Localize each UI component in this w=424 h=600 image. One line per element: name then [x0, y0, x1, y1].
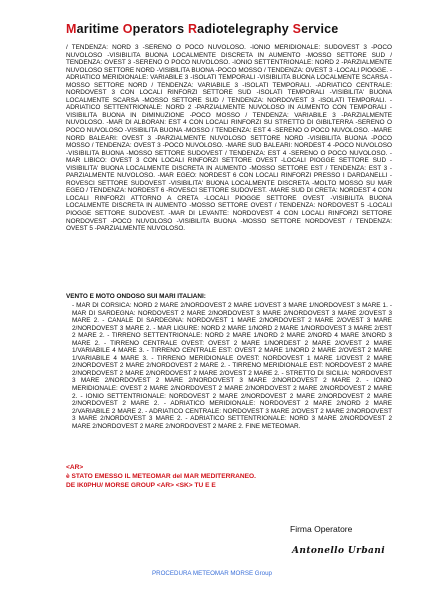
forecast-paragraph: / TENDENZA: NORD 3 -SERENO O POCO NUVOLOSO. -IONIO MERIDIONALE: SUDOVEST 3 -POCO NUVOLOSO -VISIBILITA BUONA LOCALMENTE DISCRETA IN AUMENTO -MOSSO SETTORE SUD / TENDENZA: OVEST 3 -SERENO O POCO NUVOLOSO. -IONIO SETTENTRIONALE: NORD 2 -PARZIALMENTE NUVOLOSO SETTORE NORD -VISIBILITA BUONA -POCO MOSSO / TENDENZA: OVEST 3 -LOCALI PIOGGE. -ADRIATICO MERIDIONALE: VARIABILE 3 -ISOLATI TEMPORALI -VISIBILITA BUONA LOCALMENTE SCARSA -MOSSO SETTORE NORD / TENDENZA: VARIABILE 3 -ISOLATI TEMPORALI. -ADRIATICO CENTRALE: NORDOVEST 3 CON LOCALI RINFORZI SETTORE SUD -ISOLATI TEMPORALI -VISIBILITA' BUONA LOCALMENTE SCARSA -MOSSO SETTORE SUD / TENDENZA: NORDOVEST 3 -ISOLATI TEMPORALI. -ADRIATICO SETTENTRIONALE: NORD 2 -PARZIALMENTE NUVOLOSO IN AUMENTO CON TEMPORALI -VISIBILITA BUONA IN DIMINUZIONE -POCO MOSSO / TENDENZA: VARIABILE 3 -PARZIALMENTE NUVOLOSO. -MAR DI ALBORAN: EST 4 CON LOCALI RINFORZI SU STRETTO DI GIBILTERRA -SERENO O POCO NUVOLOSO -VISIBILITA BUONA -MOSSO / TENDENZA: EST 4 -SERENO O POCO NUVOLOSO. -MARE NORD BALEARI: OVEST 3 -PARZIALMENTE NUVOLOSO SETTORE NORD -VISIBILITA BUONA -POCO MOSSO / TENDENZA: OVEST 3 -POCO NUVOLOSO. -MARE SUD BALEARI: NORDEST 4 -POCO NUVOLOSO -VISIBILITA BUONA -MOSSO SETTORE SUDOVEST / TENDENZA: EST 4 -SERENO O POCO NUVOLOSO. -MAR LIBICO: OVEST 3 CON LOCALI RINFORZI SETTORE OVEST -LOCALI PIOGGE SETTORE SUD -VISIBILITA' BUONA LOCALMENTE DISCRETA IN AUMENTO -MOSSO SETTORE EST / TENDENZA: EST 3 -PARZIALMENTE NUVOLOSO. -MAR EGEO: NORDEST 6 CON LOCALI RINFORZI PRESSO I DARDANELLI -ROVESCI SETTORE SUDOVEST -VISIBILITA' BUONA LOCALMENTE DISCRETA -MOLTO MOSSO SU MAR EGEO / TENDENZA: NORDEST 6 -ROVESCI SETTORE SUDOVEST. -MARE SUD DI CRETA: NORDEST 4 CON LOCALI RINFORZI ATTORNO A CRETA -LOCALI PIOGGE SETTORE OVEST -VISIBILITA BUONA LOCALMENTE DISCRETA IN AUMENTO -MOSSO SETTORE OVEST / TENDENZA: NORDOVEST 5 -LOCALI PIOGGE SETTORE SUDOVEST. -MAR DI LEVANTE: NORDOVEST 4 CON LOCALI RINFORZI SETTORE NORDOVEST -POCO NUVOLOSO -VISIBILITA BUONA -MOSSO SETTORE NORDOVEST / TENDENZA: OVEST 5 -PARZIALMENTE NUVOLOSO. — [66, 44, 392, 233]
title-word-service: ervice — [301, 22, 339, 36]
meteomar-issued-statement: è STATO EMESSO IL METEOMAR del MAR MEDITERRANEO. — [66, 473, 257, 480]
title-word-operators: perators — [132, 22, 188, 36]
footer-procedure: PROCEDURA METEOMAR MORSE Group — [152, 570, 272, 577]
callsign-line: DE IK0PHU/ MORSE GROUP <AR> <SK> TU E E — [66, 482, 216, 489]
document-title — [66, 22, 338, 36]
title-initial-m: M — [66, 22, 77, 36]
title-initial-r: R — [187, 22, 198, 36]
title-word-radiotelegraphy: adiotelegraphy — [197, 22, 293, 36]
title-initial-s: S — [292, 22, 302, 36]
italian-seas-paragraph: - MAR DI CORSICA: NORD 2 MARE 2/NORDOVEST 2 MARE 1/OVEST 3 MARE 1/NORDOVEST 3 MARE 1. - MAR DI SARDEGNA: NORDOVEST 2 MARE 2/NORDOVEST 3 MARE 2/NORDOVEST 3 MARE 2/OVEST 3 MARE 2. - CANALE DI SARDEGNA: NORDOVEST 1 MARE 2/NORDOVEST 2 MARE 2/OVEST 3 MARE 2/NORDOVEST 3 MARE 2. - MAR LIGURE: NORD 2 MARE 1/NORD 2 MARE 1/NORDOVEST 3 MARE 2/EST 2 MARE 2. - TIRRENO SETTENTRIONALE: NORD 2 MARE 1/NORD 2 MARE 2/NORD 4 MARE 3/NORD 3 MARE 2. - TIRRENO CENTRALE OVEST: OVEST 2 MARE 1/NORDEST 2 MARE 2/OVEST 2 MARE 1/VARIABILE 4 MARE 3. - TIRRENO CENTRALE EST: OVEST 2 MARE 1/NORD 2 MARE 2/OVEST 2 MARE 1/VARIABILE 4 MARE 3. - TIRRENO MERIDIONALE OVEST: NORDOVEST 1 MARE 1/OVEST 2 MARE 2/NORDOVEST 2 MARE 2/NORDOVEST 2 MARE 2. - TIRRENO MERIDIONALE EST: NORDOVEST 2 MARE 2/NORDOVEST 2 MARE 2/NORDOVEST 2 MARE 2/OVEST 2 MARE 2. - STRETTO DI SICILIA: NORDOVEST 3 MARE 2/NORDOVEST 2 MARE 2/NORDOVEST 3 MARE 2/NORDOVEST 2 MARE 2. - IONIO MERIDIONALE: OVEST 2 MARE 2/NORDOVEST 2 MARE 2/NORDOVEST 2 MARE 2/NORDOVEST 2 MARE 2. - IONIO SETTENTRIONALE: NORDOVEST 2 MARE 2/NORDOVEST 2 MARE 2/NORDOVEST 2 MARE 2/NORDOVEST 2 MARE 2. - ADRIATICO MERIDIONALE: NORDOVEST 2 MARE 2/NORD 2 MARE 2/VARIABILE 2 MARE 2. - ADRIATICO CENTRALE: NORDOVEST 3 MARE 2/OVEST 2 MARE 2/NORDOVEST 3 MARE 2/NORDOVEST 3 MARE 2. - ADRIATICO SETTENTRIONALE: NORD 3 MARE 2/NORDOVEST 2 MARE 2/NORDOVEST 2 MARE 2/NORDOVEST 2 MARE 2. FINE METEOMAR. — [72, 302, 392, 430]
operator-signature: Antonello Urbani — [292, 546, 386, 556]
italian-seas-heading: VENTO E MOTO ONDOSO SUI MARI ITALIANI: — [66, 293, 206, 300]
title-word-maritime: aritime — [76, 22, 123, 36]
signature-label: Firma Operatore — [290, 524, 353, 534]
ar-prosign: <AR> — [66, 464, 84, 471]
title-initial-o: O — [122, 22, 133, 36]
